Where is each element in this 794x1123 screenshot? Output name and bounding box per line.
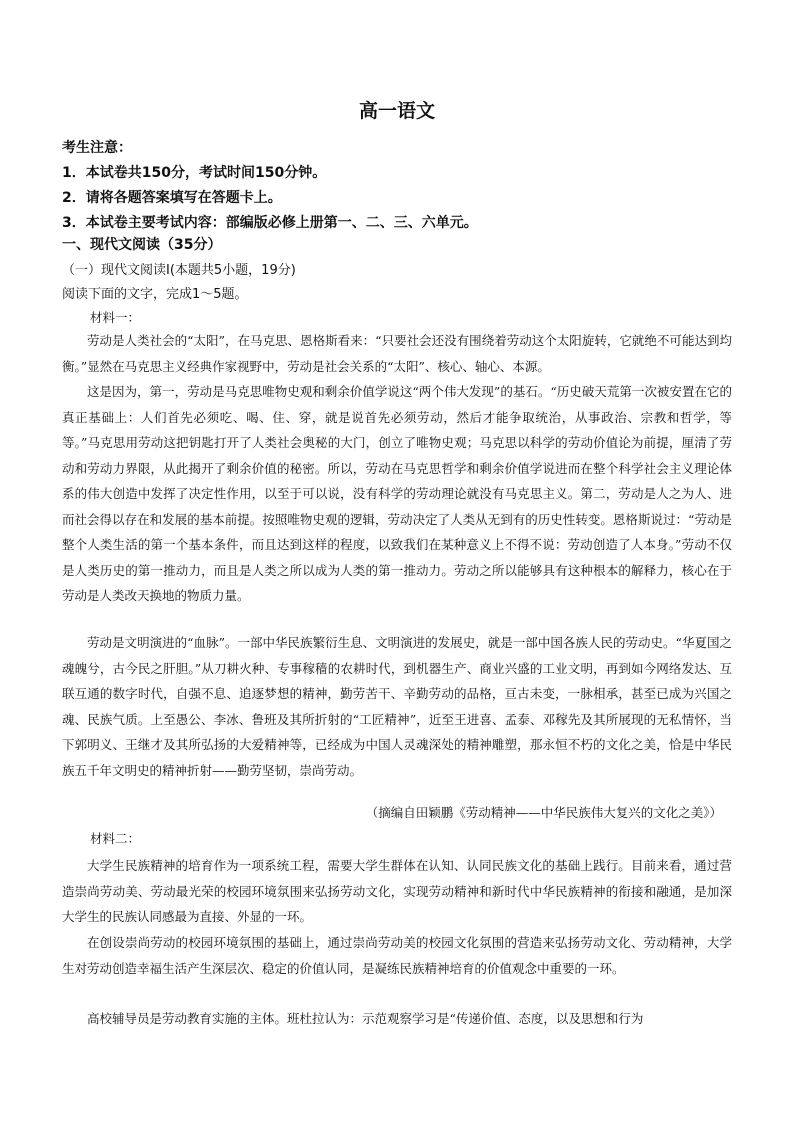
material-two-label: 材料二：	[90, 831, 141, 846]
exam-notice	[62, 136, 742, 236]
notice-item: 1．本试卷共150分，考试时间150分钟。	[62, 165, 327, 181]
page-title: 高一语文	[358, 100, 435, 122]
material-two-paragraph: 大学生民族精神的培育作为一项系统工程，需要大学生群体在认知、认同民族文化的基础上践行。目前来看，通过营造崇尚劳动美、劳动最光荣的校园环境氛围来弘扬劳动文化，实现劳动精神和新时代中华民族精神的衔接和融通，是加深大学生的民族认同感最为直接、外显的一环。	[62, 858, 732, 924]
material-one-paragraph: 劳动是人类社会的“太阳”，在马克思、恩格斯看来：“只要社会还没有围绕着劳动这个太阳旋转，它就绝不可能达到均衡。”显然在马克思主义经典作家视野中，劳动是社会关系的“太阳”、核心、轴心、本源。	[62, 333, 732, 374]
material-two-paragraph: 高校辅导员是劳动教育实施的主体。班杜拉认为：示范观察学习是“传递价值、态度，以及思想和行为	[87, 1011, 644, 1026]
material-one-paragraph: 劳动是文明演进的“血脉”。一部中华民族繁衍生息、文明演进的发展史，就是一部中国各族人民的劳动史。“华夏国之魂魄兮，古今民之肝胆。”从刀耕火种、专事稼穑的农耕时代，到机器生产、商业兴盛的工业文明，再到如今网络发达、互联互通的数字时代，自强不息、追逐梦想的精神，勤劳苦干、辛勤劳动的品格，亘古未变，一脉相承，甚至已成为兴国之魂、民族气质。上至愚公、李冰、鲁班及其所折射的“工匠精神”，近至王进喜、孟泰、邓稼先及其所展现的无私情怀，当下郭明义、王继才及其所弘扬的大爱精神等，已经成为中国人灵魂深处的精神雕塑，那永恒不朽的文化之美，恰是中华民族五千年文明史的精神折射——勤劳坚韧，崇尚劳动。	[62, 635, 732, 778]
notice-item: 3．本试卷主要考试内容：部编版必修上册第一、二、三、六单元。	[62, 215, 478, 231]
reading-instruction: 阅读下面的文字，完成1～5题。	[62, 287, 248, 302]
material-one-paragraph: 这是因为，第一，劳动是马克思唯物史观和剩余价值学说这“两个伟大发现”的基石。“历史破天荒第一次被安置在它的真正基础上：人们首先必须吃、喝、住、穿，就是说首先必须劳动，然后才能争取统治，从事政治、宗教和哲学，等等。”马克思用劳动这把钥匙打开了人类社会奥秘的大门，创立了唯物史观；马克思以科学的劳动价值论为前提，厘清了劳动和劳动力界限，从此揭开了剩余价值的秘密。所以，劳动在马克思哲学和剩余价值学说进而在整个科学社会主义理论体系的伟大创造中发挥了决定性作用，以至于可以说，没有科学的劳动理论就没有马克思主义。第二，劳动是人之为人、进而社会得以存在和发展的基本前提。按照唯物史观的逻辑，劳动决定了人类从无到有的历史性转变。恩格斯说过：“劳动是整个人类生活的第一个基本条件，而且达到这样的程度，以致我们在某种意义上不得不说：劳动创造了人本身。”劳动不仅是人类历史的第一推动力，而且是人类之所以成为人类的第一推动力。劳动之所以能够具有这种根本的解释力，核心在于劳动是人类改天换地的物质力量。	[62, 384, 732, 603]
material-one-label: 材料一：	[90, 310, 141, 325]
material-one-source: （摘编自田颖鹏《劳动精神——中华民族伟大复兴的文化之美》）	[365, 805, 722, 820]
notice-heading: 考生注意：	[62, 140, 132, 156]
section-heading: 一、现代文阅读（35分）	[62, 237, 222, 253]
section-subheading: （一）现代文阅读Ⅰ(本题共5小题，19分)	[62, 263, 296, 278]
material-two-paragraph: 在创设崇尚劳动的校园环境氛围的基础上，通过崇尚劳动美的校园文化氛围的营造来弘扬劳动文化、劳动精神，大学生对劳动创造幸福生活产生深层次、稳定的价值认同，是凝练民族精神培育的价值观念中重要的一环。	[62, 935, 732, 976]
notice-item: 2．请将各题答案填写在答题卡上。	[62, 190, 282, 206]
